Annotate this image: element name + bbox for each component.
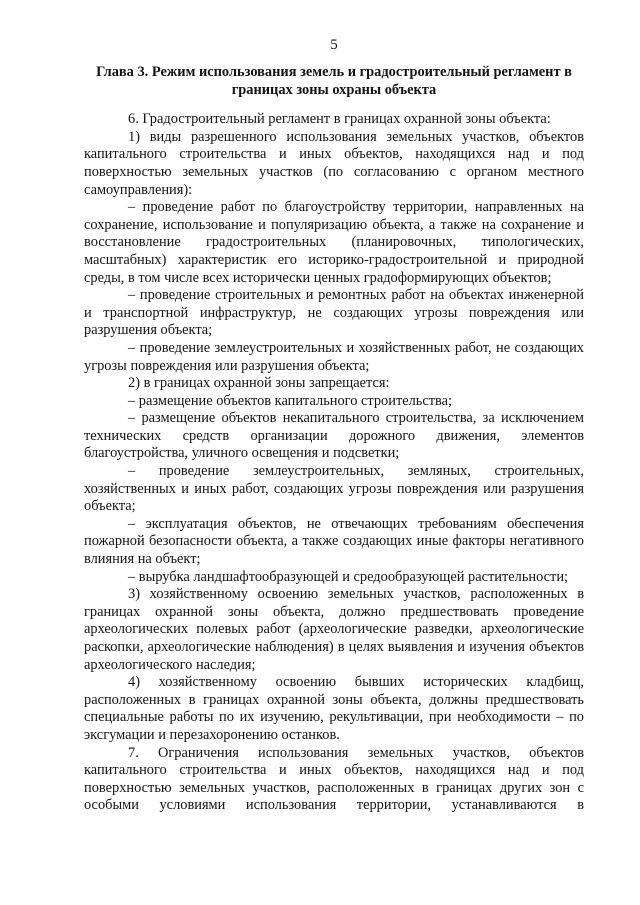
list-item-fire-safety: – эксплуатация объектов, не отвечающих требованиям обеспечения пожарной безопасности объекта, а также создающих иные факторы негативного влияния на объект; [84,515,584,568]
chapter-title [84,64,584,99]
paragraph-permitted-uses: 1) виды разрешенного использования земельных участков, объектов капитального строительства и иных объектов, находящихся над и под поверхностью земельных участков (по согласованию с органом местного самоуправления): [84,128,584,198]
page-number: 5 [330,37,338,53]
list-item-earthworks: – проведение землеустроительных, земляных, строительных, хозяйственных и иных работ, создающих угрозы повреждения или разрушения объекта; [84,463,584,515]
paragraph-historical-cemeteries: 4) хозяйственному освоению бывших исторических кладбищ, расположенных в границах охранной зоны объекта, должны предшествовать специальные работы по их изучению, рекультивации, при необходимости – по эксгумации и перезахоронению останков. [84,674,584,743]
list-item-noncapital-construction: – размещение объектов некапитального строительства, за исключением технических средств организации дорожного движения, элементов благоустройства, уличного освещения и подсветки; [84,410,584,462]
paragraph-prohibitions: 2) в границах охранной зоны запрещается: [128,375,390,392]
paragraph-other-zones-restrictions: 7. Ограничения использования земельных участков, объектов капитального строительства и иных объектов, находящихся над и под поверхностью земельных участков, расположенных в границах других зон с особыми условиями использования территории, устанавливаются в [84,744,584,814]
list-item-land-management-works: – проведение землеустроительных и хозяйственных работ, не создающих угрозы повреждения или разрушения объекта; [84,339,584,374]
document-body [84,111,584,815]
paragraph-archaeological-works: 3) хозяйственному освоению земельных участков, расположенных в границах охранной зоны объекта, должно предшествовать проведение археологических полевых работ (археологические разведки, археологические раскопки, археологические наблюдения) в целях выявления и изучения объектов археологического наследия; [84,586,584,673]
list-item-construction-repair-works: – проведение строительных и ремонтных работ на объектах инженерной и транспортной инфраструктур, не создающих угрозы повреждения или разрушения объекта; [84,287,584,339]
list-item-vegetation-felling: – вырубка ландшафтообразующей и средообразующей растительности; [128,568,569,585]
chapter-title-line-1: Глава 3. Режим использования земель и градостроительный регламент в [96,64,572,80]
list-item-capital-construction: – размещение объектов капитального строительства; [128,392,453,409]
list-item-landscaping-works: – проведение работ по благоустройству территории, направленных на сохранение, использование и популяризацию объекта, а также на сохранение и восстановление градостроительных (планировочных, типологических, масштабных) характеристик его историко-градостроительной и природной среды, в том числе всех исторически ценных градоформирующих объектов; [84,199,584,286]
paragraph-regulation-heading: 6. Градостроительный регламент в границах охранной зоны объекта: [128,111,551,128]
chapter-title-line-2: границах зоны охраны объекта [231,81,437,98]
